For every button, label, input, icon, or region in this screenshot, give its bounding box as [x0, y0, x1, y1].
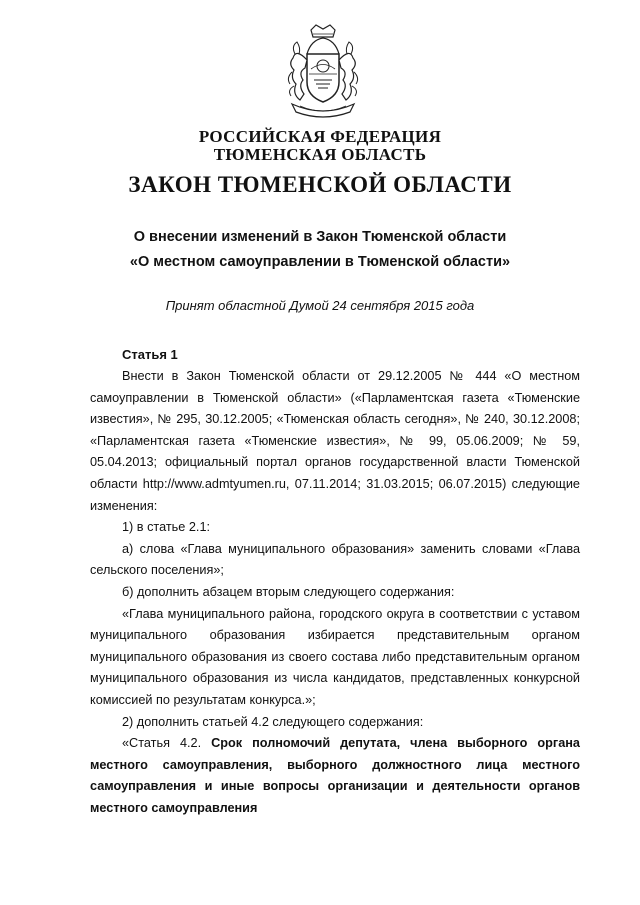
federation-heading: РОССИЙСКАЯ ФЕДЕРАЦИЯ: [198, 127, 442, 146]
item-1a: а) слова «Глава муниципального образования» заменить словами «Глава сельского поселения»;: [90, 541, 580, 578]
law-title-line-2: «О местном самоуправлении в Тюменской области»: [129, 254, 511, 270]
article-body: [90, 366, 580, 819]
coat-of-arms-emblem: [278, 24, 368, 120]
article-intro-paragraph: Внести в Закон Тюменской области от 29.12.2005 № 444 «О местном самоуправлении в Тюменской области» («Парламентская газета «Тюменские известия», № 295, 30.12.2005; «Тюменская область сегодня», № 240, 30.12.2008; «Парламентская газета «Тюменские известия», № 99, 05.06.2009; № 59, 05.04.2013; официальный портал органов государственной власти Тюменской области http://www.admtyumen.ru, 07.11.2014; 31.03.2015; 06.07.2015) следующие изменения:: [90, 369, 580, 513]
article-4-2-paragraph: [90, 733, 580, 819]
item-1: 1) в статье 2.1:: [122, 520, 211, 535]
item-1b: б) дополнить абзацем вторым следующего содержания:: [122, 584, 455, 599]
article-4-2-prefix: «Статья 4.2.: [122, 736, 202, 751]
region-heading: ТЮМЕНСКАЯ ОБЛАСТЬ: [213, 145, 427, 164]
item-2: 2) дополнить статьей 4.2 следующего содержания:: [122, 714, 424, 729]
law-title-line-1: О внесении изменений в Закон Тюменской области: [133, 229, 507, 245]
document-type-heading: ЗАКОН ТЮМЕНСКОЙ ОБЛАСТИ: [128, 172, 512, 197]
article-4-2-title: Срок полномочий депутата, члена выборного органа местного самоуправления, выборного должностного лица местного самоуправления и иные вопросы организации и деятельности органов местного самоуправления: [90, 736, 580, 815]
quoted-paragraph: «Глава муниципального района, городского округа в соответствии с уставом муниципального образования избирается представительным органом муниципального образования из своего состава либо представительным органом муниципального образования из числа кандидатов, представленных конкурсной комиссией по результатам конкурса.»;: [90, 606, 580, 707]
adoption-date: Принят областной Думой 24 сентября 2015 года: [165, 298, 475, 313]
article-heading: Статья 1: [122, 347, 178, 362]
